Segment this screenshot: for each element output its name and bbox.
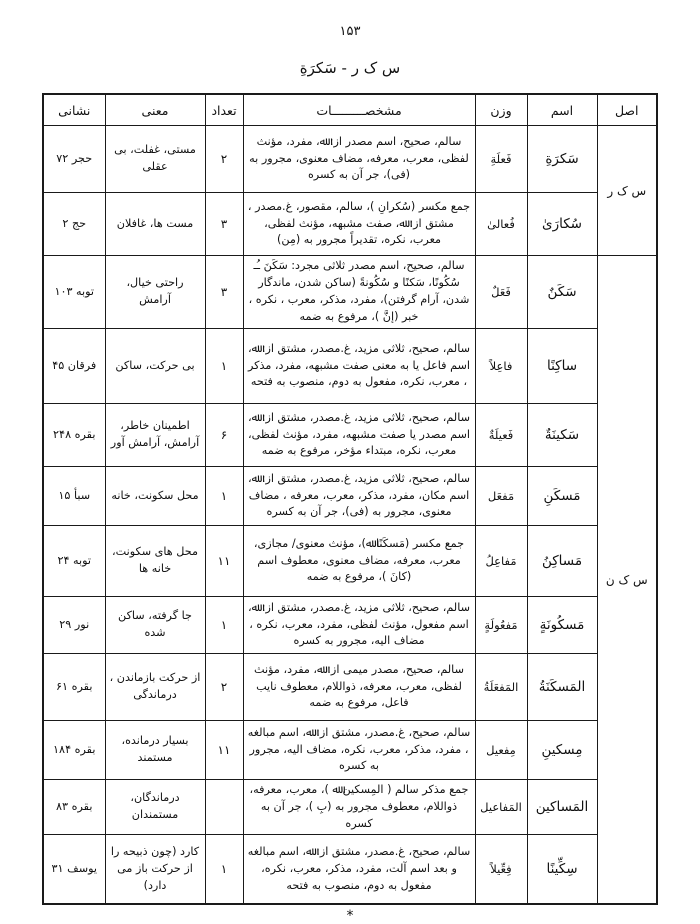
cell-moshakhasat: سالم، صحیح، ثلاثی مزید، غ.مصدر، مشتق از: ﷲ، اسم فاعل یا به معنی صفت مشبهه، مفرد، مذکر ، معرب، نکره، مفعول به دوم، منصوب به فتحه	[243, 329, 475, 404]
cell-moshakhasat: سالم، صحیح، ثلاثی مزید، غ.مصدر، مشتق از: ﷲ، اسم مکان، مفرد، مذکر، معرب، معرفه ، مضاف معنوی، مجرور به (فی)، جر آن به کسره	[243, 467, 475, 526]
table-row	[43, 780, 657, 835]
cell-mani: اطمینان خاطر، آرامش، آرامش آور	[105, 404, 205, 467]
cell-vazn: فاعِلاً	[475, 329, 527, 404]
cell-mani: محل های سکونت، خانه ها	[105, 526, 205, 597]
cell-mani: مستی، غفلت، بی عقلی	[105, 126, 205, 193]
page-number: ۱۵۳	[339, 24, 361, 39]
col-header-tedad: تعداد	[205, 94, 243, 126]
table-row	[43, 721, 657, 780]
cell-vazn: المَفعَلَةُ	[475, 654, 527, 721]
cell-esm: مَسكُونَةٍ	[527, 597, 597, 654]
col-header-neshani: نشانی	[43, 94, 105, 126]
table-row	[43, 467, 657, 526]
cell-vazn: فَعَلٌ	[475, 256, 527, 329]
cell-moshakhasat: سالم، صحیح، مصدر میمی از: ﷲ، مفرد، مؤنث لفظی، معرب، معرفه، ذواللام، معطوف نایب فاعل، مرفوع به ضمه	[243, 654, 475, 721]
morphology-table	[42, 93, 658, 905]
cell-neshani: یوسف ۳۱	[43, 835, 105, 905]
table-row	[43, 835, 657, 905]
page-title: س ک ر - سَكرَةِ	[299, 59, 401, 77]
cell-moshakhasat: سالم، صحیح، ثلاثی مزید، غ.مصدر، مشتق از: ﷲ، اسم مفعول، مؤنث لفظی، مفرد، معرب، نکره ، مضاف الیه، مجرور به کسره	[243, 597, 475, 654]
table-row	[43, 329, 657, 404]
cell-mani: از حرکت بازماندن ، درماندگی	[105, 654, 205, 721]
cell-tedad: ۳	[205, 256, 243, 329]
col-header-mani: معنی	[105, 94, 205, 126]
cell-esm: مَساكِنُ	[527, 526, 597, 597]
cell-neshani: فرقان ۴۵	[43, 329, 105, 404]
cell-vazn: مَفعَل	[475, 467, 527, 526]
cell-mani: بسیار درمانده، مستمند	[105, 721, 205, 780]
cell-mani: کارد (چون ذبیحه را از حرکت باز می دارد)	[105, 835, 205, 905]
cell-neshani: بقره ۲۴۸	[43, 404, 105, 467]
cell-tedad: ۱۱	[205, 526, 243, 597]
header-row	[43, 94, 657, 126]
table-row	[43, 654, 657, 721]
cell-neshani: حج ۲	[43, 193, 105, 256]
cell-vazn: فِعِّیلاً	[475, 835, 527, 905]
cell-moshakhasat: جمع مذکر سالم ( المِسكين ﷲ )، معرب، معرفه، ذواللام، معطوف مجرور به (بِ )، جر آن به کسره	[243, 780, 475, 835]
cell-esm: سَكَنٌ	[527, 256, 597, 329]
footer-asterisk: *	[346, 908, 354, 924]
cell-root-group-1: س ک ر	[597, 126, 657, 256]
cell-vazn: فَعلَةِ	[475, 126, 527, 193]
cell-vazn: مِفعیل	[475, 721, 527, 780]
cell-neshani: بقره ۶۱	[43, 654, 105, 721]
cell-esm: المَساكين	[527, 780, 597, 835]
cell-vazn: فُعالیٰ	[475, 193, 527, 256]
cell-tedad: ۱	[205, 329, 243, 404]
cell-esm: سَكينَةٌ	[527, 404, 597, 467]
cell-mani: مست ها، غافلان	[105, 193, 205, 256]
cell-mani: درماندگان، مستمندان	[105, 780, 205, 835]
cell-esm: مَسكَنِ	[527, 467, 597, 526]
table-row	[43, 126, 657, 193]
cell-neshani: بقره ۱۸۴	[43, 721, 105, 780]
cell-vazn: فَعیلَةٌ	[475, 404, 527, 467]
cell-esm: مِسكينِ	[527, 721, 597, 780]
cell-moshakhasat: سالم، صحیح، اسم مصدر از: ﷲ، مفرد، مؤنث لفظی، معرب، معرفه، مضاف معنوی، مجرور به (فی)، جر آن به کسره	[243, 126, 475, 193]
col-header-esm: اسم	[527, 94, 597, 126]
cell-neshani: توبه ۱۰۳	[43, 256, 105, 329]
cell-neshani: نور ۲۹	[43, 597, 105, 654]
cell-moshakhasat: جمع مکسر (سُكرانِ )، سالم، مقصور، غ.مصدر ، مشتق از: ﷲ، صفت مشبهه، مؤنث لفظی، معرب، نکره، تقدیراً مجرور به (مِن)	[243, 193, 475, 256]
cell-neshani: سبأ ۱۵	[43, 467, 105, 526]
cell-mani: محل سکونت، خانه	[105, 467, 205, 526]
cell-tedad: ۱۱	[205, 721, 243, 780]
cell-neshani: حجر ۷۲	[43, 126, 105, 193]
cell-root-group-2: س ک ن	[597, 256, 657, 905]
cell-moshakhasat: سالم، صحیح، غ.مصدر، مشتق از: ﷲ، اسم مبالغه ، مفرد، مذکر، معرب، نکره، مضاف الیه، مجرور به کسره	[243, 721, 475, 780]
cell-esm: سَكرَةِ	[527, 126, 597, 193]
col-header-vazn: وزن	[475, 94, 527, 126]
cell-mani: بی حرکت، ساکن	[105, 329, 205, 404]
cell-tedad: ۶	[205, 404, 243, 467]
cell-tedad: ۳	[205, 193, 243, 256]
cell-vazn: المَفاعیل	[475, 780, 527, 835]
table-row	[43, 526, 657, 597]
cell-moshakhasat: جمع مکسر (مَسكَنًا ﷲ)، مؤنث معنوی/ مجازی، معرب، معرفه، مضاف معنوی، معطوف اسم (كانَ )، مرفوع به ضمه	[243, 526, 475, 597]
table-row	[43, 597, 657, 654]
cell-mani: جا گرفته، ساکن شده	[105, 597, 205, 654]
cell-tedad: ۱	[205, 467, 243, 526]
cell-tedad	[205, 780, 243, 835]
col-header-asl: اصل	[597, 94, 657, 126]
cell-tedad: ۱	[205, 597, 243, 654]
cell-esm: سُكارَیٰ	[527, 193, 597, 256]
cell-mani: راحتی خیال، آرامش	[105, 256, 205, 329]
cell-moshakhasat: سالم، صحیح، اسم مصدر ثلاثی مجرد: سَكَنَ ـُـ سُكُونًا، سَكنًا و سُكُونةً (ساکن شدن، ماندگار شدن، آرام گرفتن)، مفرد، مذکر، معرب ، نکره ، خبر (إنَّ )، مرفوع به ضمه	[243, 256, 475, 329]
cell-esm: المَسكَنَةُ	[527, 654, 597, 721]
cell-tedad: ۲	[205, 654, 243, 721]
cell-esm: ساكِنًا	[527, 329, 597, 404]
cell-moshakhasat: سالم، صحیح، ثلاثی مزید، غ.مصدر، مشتق از: ﷲ، اسم مصدر یا صفت مشبهه، مفرد، مؤنث لفظی، معرب، نکره، مبتداء مؤخر، مرفوع به ضمه	[243, 404, 475, 467]
cell-tedad: ۲	[205, 126, 243, 193]
cell-vazn: مَفعُولَةٍ	[475, 597, 527, 654]
table-row	[43, 404, 657, 467]
cell-neshani: بقره ۸۳	[43, 780, 105, 835]
cell-neshani: توبه ۲۴	[43, 526, 105, 597]
cell-vazn: مَفاعِلُ	[475, 526, 527, 597]
cell-esm: سِكِّينًا	[527, 835, 597, 905]
cell-moshakhasat: سالم، صحیح، غ.مصدر، مشتق از: ﷲ، اسم مبالغه و بعد اسم آلت، مفرد، مذکر، معرب، نکره، مفعول به دوم، منصوب به فتحه	[243, 835, 475, 905]
table-row	[43, 193, 657, 256]
cell-tedad: ۱	[205, 835, 243, 905]
table-row	[43, 256, 657, 329]
col-header-moshakhasat: مشخصـــــــــات	[243, 94, 475, 126]
